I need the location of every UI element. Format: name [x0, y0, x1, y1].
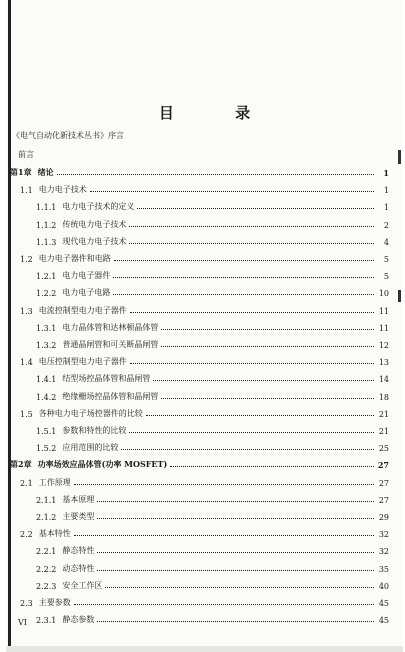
toc-text: 电流控制型电力电子器件 — [38, 305, 127, 315]
toc-page-number: 25 — [378, 444, 389, 454]
dot-leader — [129, 243, 374, 244]
toc-subsection[interactable] — [36, 266, 389, 281]
toc-subsection[interactable] — [36, 507, 389, 522]
toc-text: 电力电子器件和电路 — [38, 254, 111, 263]
scan-bottom-bar — [6, 646, 403, 652]
toc-page-number: 14 — [378, 375, 389, 385]
dot-leader — [129, 432, 374, 433]
dot-leader — [74, 604, 374, 605]
toc-text: 传统电力电子技术 — [62, 219, 127, 229]
toc-text: 前言 — [18, 150, 34, 159]
toc-page-number: 32 — [378, 547, 389, 557]
toc-subsection[interactable] — [36, 559, 389, 574]
toc-text: 安全工作区 — [62, 580, 103, 590]
toc-section[interactable] — [20, 593, 389, 608]
dot-leader — [113, 294, 374, 295]
toc-page-number: 35 — [378, 564, 389, 574]
toc-preface[interactable] — [18, 145, 34, 160]
toc-text: 绝缘栅场控晶体管和晶闸管 — [62, 391, 159, 401]
scan-right-mark — [398, 290, 401, 302]
toc-page-number: 10 — [378, 289, 389, 299]
dot-leader — [97, 552, 374, 553]
toc-chapter[interactable] — [10, 455, 389, 470]
toc-text: 各种电力电子场控器件的比较 — [38, 408, 143, 418]
dot-leader — [161, 398, 374, 399]
toc-number: 1.5.2 — [36, 444, 57, 454]
toc-text: 静态特性 — [62, 546, 95, 556]
toc-text: 基本原理 — [62, 494, 95, 504]
toc-text: 绪论 — [37, 167, 54, 177]
toc-number: 1.1.3 — [36, 237, 57, 247]
toc-subsection[interactable] — [36, 232, 389, 247]
toc-text: 普通晶闸管和可关断晶闸管 — [62, 340, 159, 349]
dot-leader — [137, 208, 374, 209]
page-title: 目 录 — [158, 104, 279, 122]
toc-page-number: 27 — [377, 460, 389, 471]
toc-number: 1.3 — [20, 306, 33, 316]
toc-section[interactable] — [20, 352, 389, 367]
toc-section[interactable] — [20, 249, 389, 264]
toc-section[interactable] — [20, 180, 389, 195]
toc-text: 电力电子技术 — [38, 185, 87, 195]
toc-series-preface[interactable] — [12, 126, 124, 141]
toc-page-number: 1 — [383, 203, 389, 213]
toc-number: 2.3.1 — [36, 616, 57, 626]
dot-leader — [97, 570, 374, 571]
toc-page-number: 32 — [378, 530, 389, 540]
dot-leader — [57, 174, 374, 175]
toc-page-number: 45 — [378, 599, 389, 608]
toc-page-number: 11 — [378, 323, 389, 333]
toc-section[interactable] — [20, 473, 389, 488]
toc-page-number: 1 — [383, 168, 389, 178]
toc-number: 第2章 — [10, 459, 32, 470]
toc-number: 2.2.1 — [36, 547, 57, 557]
toc-text: 现代电力电子技术 — [62, 236, 127, 246]
toc-number: 2.1 — [20, 478, 33, 488]
toc-page-number: 13 — [378, 358, 389, 368]
dot-leader — [146, 415, 374, 416]
dot-leader — [129, 226, 374, 227]
toc-text: 主要类型 — [62, 512, 95, 521]
toc-chapter[interactable] — [10, 163, 389, 178]
toc-number: 1.4.1 — [36, 375, 57, 385]
toc-page-number: 5 — [383, 255, 389, 264]
toc-subsection[interactable] — [36, 387, 389, 402]
toc-number: 1.2 — [20, 255, 33, 264]
dot-leader — [105, 587, 374, 588]
dot-leader — [97, 518, 374, 519]
toc-text: 参数和特性的比较 — [62, 426, 127, 435]
toc-page-number: 27 — [378, 478, 389, 488]
toc-text: 电压控制型电力电子器件 — [38, 357, 127, 367]
toc-number: 1.1 — [20, 186, 33, 196]
toc-number: 2.3 — [20, 599, 33, 608]
toc-page-number: 27 — [378, 495, 389, 505]
toc-page-number: 12 — [378, 341, 389, 350]
toc-subsection[interactable] — [36, 438, 389, 453]
toc-text: 功率场效应晶体管(功率 MOSFET) — [37, 459, 168, 470]
toc-subsection[interactable] — [36, 576, 389, 591]
toc-page-number: 11 — [378, 306, 389, 316]
document-page — [6, 0, 403, 652]
toc-subsection[interactable] — [36, 369, 389, 384]
toc-subsection[interactable] — [36, 490, 389, 505]
dot-leader — [121, 449, 374, 450]
toc-text: 基本特性 — [38, 529, 71, 539]
dot-leader — [161, 329, 374, 330]
toc-number: 1.5 — [20, 409, 33, 419]
dot-leader — [130, 363, 374, 364]
dot-leader — [153, 380, 374, 381]
toc-number: 1.2.1 — [36, 272, 57, 282]
toc-section[interactable] — [20, 524, 389, 539]
page-number-footer: VI — [18, 618, 27, 627]
toc-text: 动态特性 — [62, 563, 95, 573]
toc-number: 1.4 — [20, 358, 33, 368]
dot-leader — [90, 191, 374, 192]
scan-left-edge — [8, 0, 11, 652]
dot-leader — [97, 501, 374, 502]
toc-number: 1.4.2 — [36, 392, 57, 402]
toc-number: 1.1.1 — [36, 203, 57, 213]
toc-subsection[interactable] — [36, 335, 389, 350]
toc-page-number: 4 — [383, 237, 389, 247]
dot-leader — [74, 484, 374, 485]
dot-leader — [170, 466, 374, 467]
toc-subsection[interactable] — [36, 215, 389, 230]
toc-number: 1.5.1 — [36, 427, 57, 436]
toc-text: 主要参数 — [38, 598, 71, 607]
toc-subsection[interactable] — [36, 541, 389, 556]
toc-text: 电力电子器件 — [62, 271, 111, 281]
dot-leader — [114, 260, 374, 261]
toc-page-number: 18 — [378, 392, 389, 402]
toc-page-number: 40 — [378, 581, 389, 591]
toc-text: 《电气自动化新技术丛书》序言 — [12, 131, 124, 140]
dot-leader — [74, 535, 374, 536]
toc-text: 电力电子电路 — [62, 288, 111, 298]
dot-leader — [161, 346, 374, 347]
toc-number: 2.1.2 — [36, 513, 57, 522]
toc-page-number: 2 — [383, 220, 389, 230]
toc-number: 2.1.1 — [36, 495, 57, 505]
toc-number: 1.2.2 — [36, 289, 57, 299]
toc-text: 电力晶体管和达林顿晶体管 — [62, 322, 159, 332]
toc-text: 工作原理 — [38, 477, 71, 487]
toc-number: 2.2.2 — [36, 564, 57, 574]
toc-text: 结型场控晶体管和晶闸管 — [62, 374, 151, 384]
toc-page-number: 21 — [378, 409, 389, 419]
toc-section[interactable] — [20, 301, 389, 316]
toc-page-number: 45 — [378, 616, 389, 626]
toc-number: 1.3.2 — [36, 341, 57, 350]
toc-text: 电力电子技术的定义 — [62, 202, 135, 212]
dot-leader — [97, 621, 374, 622]
toc-subsection[interactable] — [36, 283, 389, 298]
toc-subsection[interactable] — [36, 610, 389, 625]
toc-page-number: 5 — [383, 272, 389, 282]
toc-subsection[interactable] — [36, 318, 389, 333]
toc-number: 2.2 — [20, 530, 33, 540]
dot-leader — [113, 277, 374, 278]
scan-right-mark — [398, 150, 401, 164]
toc-text: 应用范围的比较 — [62, 443, 119, 453]
toc-number: 1.3.1 — [36, 323, 57, 333]
toc-number: 1.1.2 — [36, 220, 57, 230]
toc-number: 2.2.3 — [36, 581, 57, 591]
toc-page-number: 1 — [383, 186, 389, 196]
toc-subsection[interactable] — [36, 421, 389, 436]
toc-subsection[interactable] — [36, 197, 389, 212]
toc-section[interactable] — [20, 404, 389, 419]
toc-number: 第1章 — [10, 167, 32, 177]
toc-page-number: 29 — [378, 513, 389, 522]
dot-leader — [130, 312, 374, 313]
toc-text: 静态参数 — [62, 615, 95, 625]
toc-page-number: 21 — [378, 427, 389, 436]
